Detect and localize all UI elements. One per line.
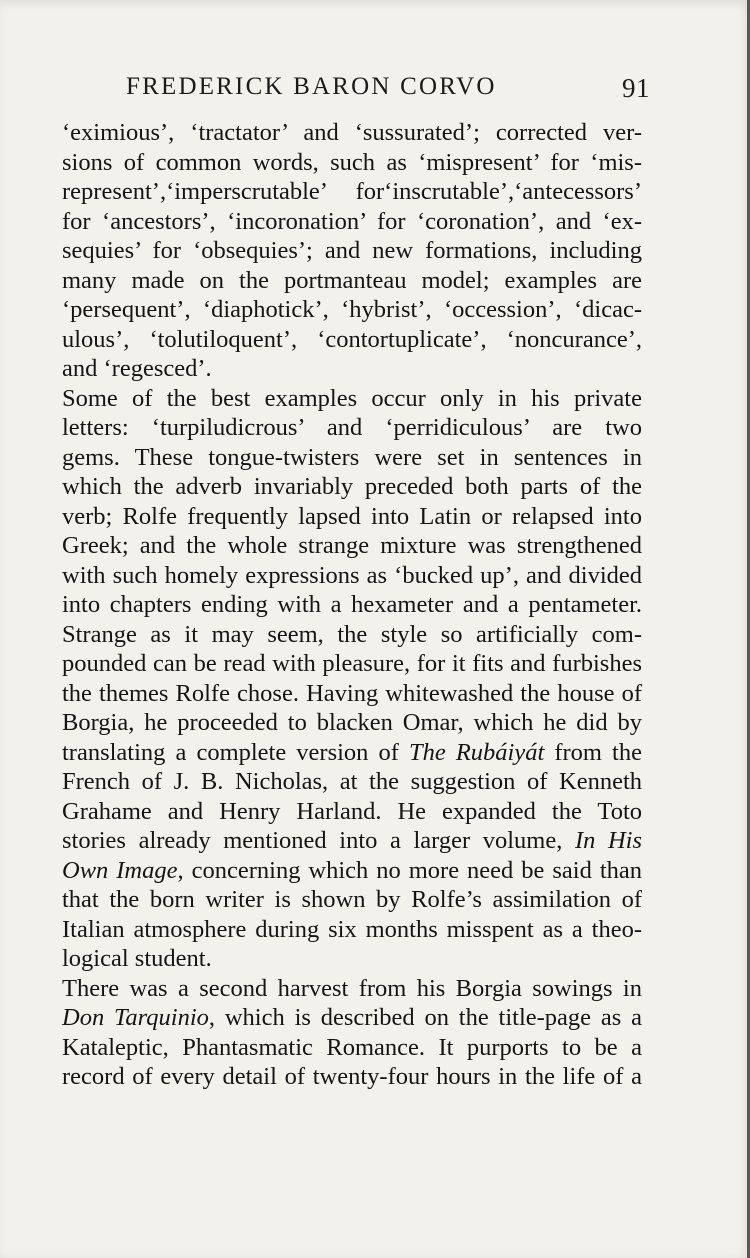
text-line: and ‘regesced’.	[62, 355, 212, 382]
text-line: with such homely expressions as ‘bucked up’, and divided	[62, 561, 642, 589]
text-line: logical student.	[62, 945, 212, 972]
italic-title-in-his: In His	[574, 827, 642, 854]
text-line: French of J. B. Nicholas, at the suggestion of Kenneth	[62, 768, 642, 795]
text-segment: translating a complete version of	[62, 738, 399, 766]
text-line: Kataleptic, Phantasmatic Romance. It purports to be a	[62, 1033, 642, 1061]
text-segment: , concerning which no more need be said than	[177, 856, 643, 884]
text-line: record of every detail of twenty-four hours in the life of a	[62, 1063, 642, 1090]
text-line: into chapters ending with a hexameter and a pentameter.	[62, 591, 642, 618]
text-line: represent’,‘imperscrutable’ for‘inscrutable’,‘antecessors’	[62, 178, 642, 205]
text-line: pounded can be read with pleasure, for it fits and furbishes	[62, 650, 642, 677]
text-line-with-italic	[62, 738, 642, 768]
italic-title-don-tarquinio: Don Tarquinio	[62, 1004, 209, 1031]
text-segment: from the	[544, 738, 642, 766]
text-line: sequies’ for ‘obsequies’; and new formations, including	[62, 237, 642, 264]
text-line: for ‘ancestors’, ‘incoronation’ for ‘coronation’, and ‘ex-	[62, 207, 642, 235]
text-line: verb; Rolfe frequently lapsed into Latin or relapsed into	[62, 502, 642, 530]
text-line: ‘eximious’, ‘tractator’ and ‘sussurated’; corrected ver-	[62, 119, 642, 146]
text-line: Italian atmosphere during six months misspent as a theo-	[62, 915, 642, 943]
text-line: Some of the best examples occur only in his private	[62, 384, 642, 412]
text-line: gems. These tongue-twisters were set in sentences in	[62, 443, 642, 471]
paragraph-3	[62, 974, 642, 1092]
body-text	[62, 118, 642, 1092]
text-line: Strange as it may seem, the style so artificially com-	[62, 620, 642, 648]
text-line: that the born writer is shown by Rolfe’s assimilation of	[62, 886, 642, 913]
text-segment: stories already mentioned into a larger volume,	[62, 827, 563, 854]
text-line: which the adverb invariably preceded both parts of the	[62, 473, 642, 500]
paragraph-2	[62, 384, 642, 974]
text-line: Greek; and the whole strange mixture was strengthened	[62, 532, 642, 559]
text-line: the themes Rolfe chose. Having whitewashed the house of	[62, 679, 642, 707]
text-line-with-italic	[62, 1003, 642, 1033]
italic-title-rubaiyat: The Rubáiyát	[409, 738, 545, 766]
page-header	[62, 71, 650, 107]
paragraph-1	[62, 118, 642, 384]
text-line: Borgia, he proceeded to blacken Omar, which he did by	[62, 709, 642, 736]
running-head: FREDERICK BARON CORVO	[126, 73, 497, 100]
text-line: ulous’, ‘tolutiloquent’, ‘contortuplicate’, ‘noncurance’,	[62, 325, 642, 353]
text-segment: , which is described on the title-page as a	[208, 1004, 643, 1031]
text-line: There was a second harvest from his Borgia sowings in	[62, 974, 642, 1002]
text-line: letters: ‘turpiludicrous’ and ‘perridiculous’ are two	[62, 414, 642, 441]
text-line: sions of common words, such as ‘mispresent’ for ‘mis-	[62, 148, 642, 176]
italic-title-own-image: Own Image	[62, 856, 178, 884]
text-line: many made on the portmanteau model; examples are	[62, 266, 642, 294]
text-line-with-italic	[62, 826, 642, 856]
text-line-with-italic	[62, 856, 642, 886]
text-line: Grahame and Henry Harland. He expanded the Toto	[62, 797, 642, 825]
text-line: ‘persequent’, ‘diaphotick’, ‘hybrist’, ‘occession’, ‘dicac-	[62, 296, 642, 323]
page-number: 91	[622, 73, 650, 103]
